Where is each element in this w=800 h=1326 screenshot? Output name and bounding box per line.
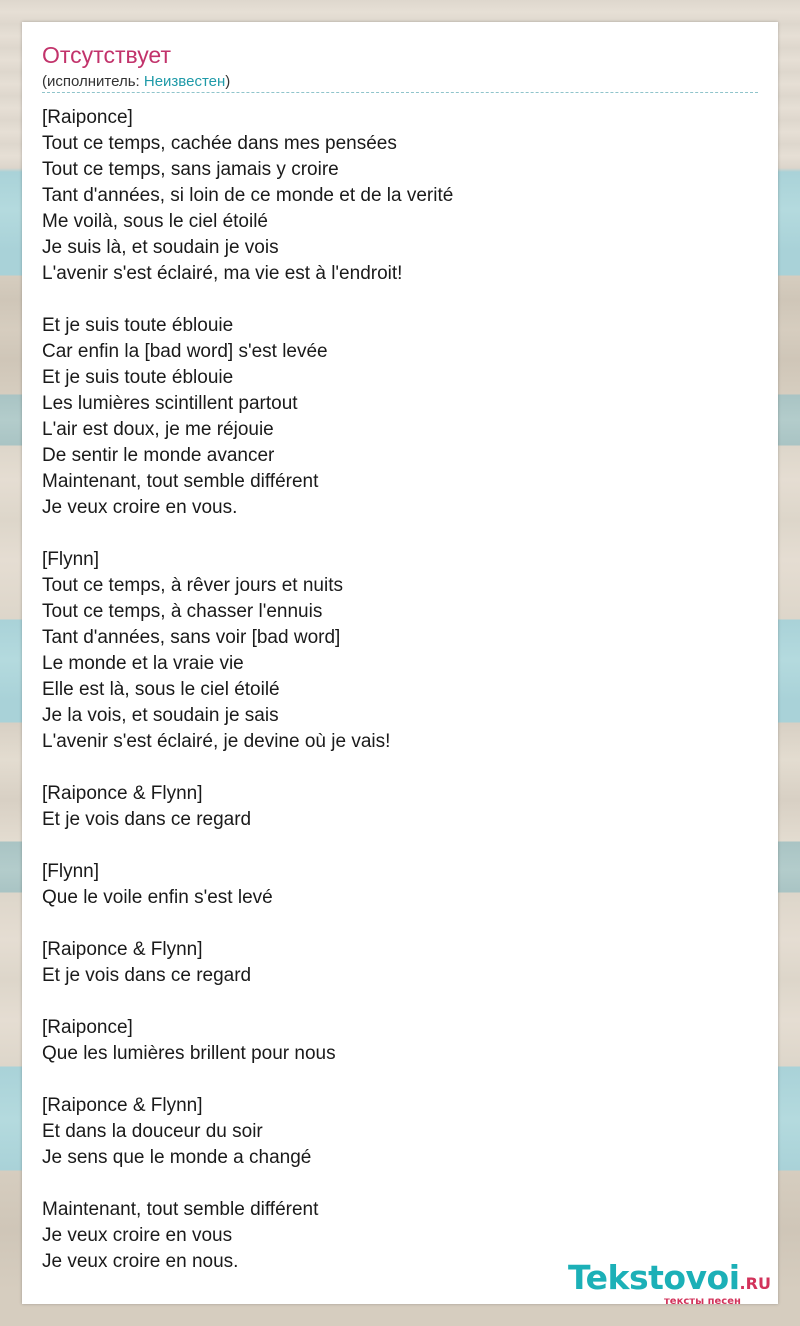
lyrics-line: Et dans la douceur du soir xyxy=(42,1121,263,1142)
site-logo[interactable] xyxy=(568,1258,771,1307)
logo-wordmark: Tekstovoi xyxy=(568,1258,740,1297)
lyrics-line: Le monde et la vraie vie xyxy=(42,653,244,674)
artist-link[interactable]: Неизвестен xyxy=(143,73,226,90)
lyrics-line: Tout ce temps, à chasser l'ennuis xyxy=(42,601,323,622)
lyrics-line: Et je suis toute éblouie xyxy=(42,315,234,336)
lyrics-line: L'avenir s'est éclairé, je devine où je vais! xyxy=(42,731,391,752)
lyrics-line: [Flynn] xyxy=(42,549,100,570)
lyrics-line: [Raiponce & Flynn] xyxy=(42,783,203,804)
artist-prefix: (исполнитель: xyxy=(42,73,144,90)
lyrics-line: Je la vois, et soudain je sais xyxy=(42,705,279,726)
lyrics-line: Et je vois dans ce regard xyxy=(42,809,252,830)
lyrics-line: Tout ce temps, sans jamais y croire xyxy=(42,159,339,180)
lyrics-stanza xyxy=(42,1015,758,1067)
lyrics-stanza xyxy=(42,781,758,833)
lyrics-stanza xyxy=(42,937,758,989)
lyrics-line: Maintenant, tout semble différent xyxy=(42,1199,319,1220)
lyrics-line: Les lumières scintillent partout xyxy=(42,393,298,414)
lyrics-line: L'air est doux, je me réjouie xyxy=(42,419,274,440)
lyrics-line: De sentir le monde avancer xyxy=(42,445,275,466)
logo-tld: .RU xyxy=(739,1274,771,1293)
lyrics-line: Et je vois dans ce regard xyxy=(42,965,252,986)
lyrics-line: Me voilà, sous le ciel étoilé xyxy=(42,211,268,232)
lyrics-line: [Raiponce & Flynn] xyxy=(42,1095,203,1116)
lyrics-stanza xyxy=(42,313,758,521)
lyrics-line: Je veux croire en vous xyxy=(42,1225,233,1246)
lyrics-line: Je veux croire en nous. xyxy=(42,1251,239,1272)
song-title: Отсутствует xyxy=(42,42,171,68)
lyrics-stanza xyxy=(42,1093,758,1171)
lyrics-line: Maintenant, tout semble différent xyxy=(42,471,319,492)
lyrics-line: [Raiponce & Flynn] xyxy=(42,939,203,960)
lyrics-stanza xyxy=(42,105,758,287)
lyrics-line: Tant d'années, si loin de ce monde et de la verité xyxy=(42,185,454,206)
lyrics-line: [Flynn] xyxy=(42,861,100,882)
lyrics-line: [Raiponce] xyxy=(42,1017,133,1038)
lyrics-line: Je sens que le monde a changé xyxy=(42,1147,312,1168)
lyrics-stanza xyxy=(42,547,758,755)
lyrics-line: L'avenir s'est éclairé, ma vie est à l'endroit! xyxy=(42,263,403,284)
lyrics-line: Je veux croire en vous. xyxy=(42,497,238,518)
logo-tagline: тексты песен xyxy=(664,1296,741,1307)
lyrics-line: Tant d'années, sans voir [bad word] xyxy=(42,627,341,648)
lyrics-line: Que le voile enfin s'est levé xyxy=(42,887,273,908)
lyrics-card xyxy=(22,22,778,1307)
artist-line xyxy=(42,73,230,90)
lyrics-line: Tout ce temps, à rêver jours et nuits xyxy=(42,575,343,596)
lyrics-text xyxy=(42,105,758,1301)
lyrics-line: Elle est là, sous le ciel étoilé xyxy=(42,679,280,700)
header-divider xyxy=(42,92,758,93)
lyrics-line: Et je suis toute éblouie xyxy=(42,367,234,388)
lyrics-line: Je suis là, et soudain je vois xyxy=(42,237,279,258)
lyrics-stanza xyxy=(42,859,758,911)
lyrics-line: Tout ce temps, cachée dans mes pensées xyxy=(42,133,397,154)
lyrics-line: Car enfin la [bad word] s'est levée xyxy=(42,341,328,362)
lyrics-line: Que les lumières brillent pour nous xyxy=(42,1043,336,1064)
artist-suffix: ) xyxy=(225,73,231,90)
lyrics-line: [Raiponce] xyxy=(42,107,133,128)
